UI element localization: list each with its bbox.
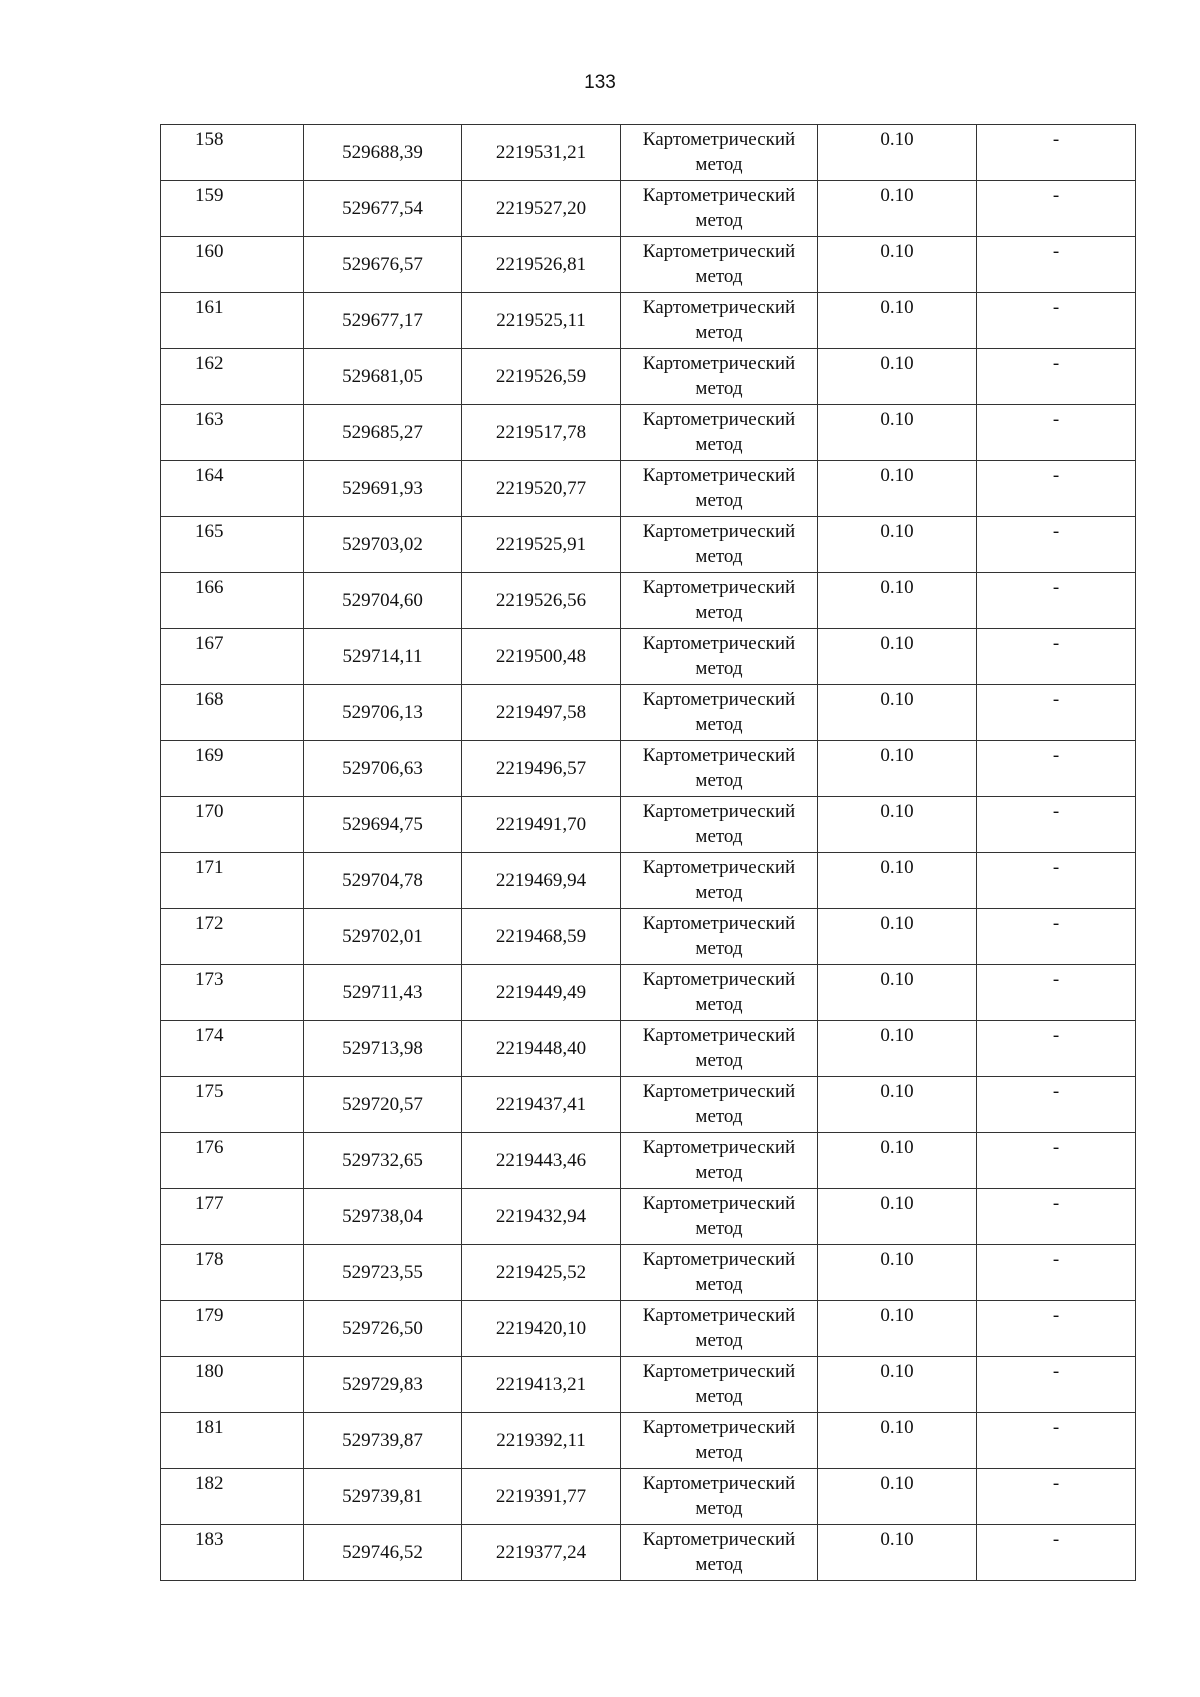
accuracy-cell: 0.10 bbox=[818, 1133, 977, 1189]
y-coordinate-cell: 2219497,58 bbox=[462, 685, 621, 741]
point-number-cell: 164 bbox=[161, 461, 304, 517]
note-cell: - bbox=[977, 405, 1136, 461]
table-row bbox=[161, 1469, 1136, 1525]
x-coordinate-cell: 529723,55 bbox=[304, 1245, 462, 1301]
method-cell bbox=[621, 1301, 818, 1357]
accuracy-cell: 0.10 bbox=[818, 1469, 977, 1525]
y-coordinate-cell: 2219443,46 bbox=[462, 1133, 621, 1189]
x-coordinate-cell: 529704,78 bbox=[304, 853, 462, 909]
x-coordinate-cell: 529729,83 bbox=[304, 1357, 462, 1413]
y-coordinate-cell: 2219525,11 bbox=[462, 293, 621, 349]
method-label-line1: Картометрический bbox=[642, 353, 796, 374]
accuracy-cell: 0.10 bbox=[818, 965, 977, 1021]
x-coordinate-cell: 529711,43 bbox=[304, 965, 462, 1021]
method-label-line2: метод bbox=[695, 994, 743, 1015]
note-cell: - bbox=[977, 909, 1136, 965]
x-coordinate-cell: 529702,01 bbox=[304, 909, 462, 965]
method-label-line1: Картометрический bbox=[642, 409, 796, 430]
note-cell: - bbox=[977, 1245, 1136, 1301]
y-coordinate-cell: 2219517,78 bbox=[462, 405, 621, 461]
note-cell: - bbox=[977, 293, 1136, 349]
point-number-cell: 183 bbox=[161, 1525, 304, 1581]
accuracy-cell: 0.10 bbox=[818, 293, 977, 349]
accuracy-cell: 0.10 bbox=[818, 1525, 977, 1581]
method-cell bbox=[621, 909, 818, 965]
x-coordinate-cell: 529738,04 bbox=[304, 1189, 462, 1245]
x-coordinate-cell: 529685,27 bbox=[304, 405, 462, 461]
method-label-line1: Картометрический bbox=[642, 1305, 796, 1326]
method-label-line1: Картометрический bbox=[642, 521, 796, 542]
y-coordinate-cell: 2219526,81 bbox=[462, 237, 621, 293]
note-cell: - bbox=[977, 1469, 1136, 1525]
point-number-cell: 172 bbox=[161, 909, 304, 965]
accuracy-cell: 0.10 bbox=[818, 1357, 977, 1413]
note-cell: - bbox=[977, 797, 1136, 853]
table-row bbox=[161, 685, 1136, 741]
method-label-line1: Картометрический bbox=[642, 1249, 796, 1270]
y-coordinate-cell: 2219432,94 bbox=[462, 1189, 621, 1245]
table-row bbox=[161, 1525, 1136, 1581]
method-label-line2: метод bbox=[695, 1554, 743, 1575]
method-cell bbox=[621, 293, 818, 349]
y-coordinate-cell: 2219437,41 bbox=[462, 1077, 621, 1133]
note-cell: - bbox=[977, 573, 1136, 629]
accuracy-cell: 0.10 bbox=[818, 797, 977, 853]
accuracy-cell: 0.10 bbox=[818, 1021, 977, 1077]
method-cell bbox=[621, 237, 818, 293]
y-coordinate-cell: 2219531,21 bbox=[462, 125, 621, 181]
accuracy-cell: 0.10 bbox=[818, 685, 977, 741]
x-coordinate-cell: 529706,63 bbox=[304, 741, 462, 797]
method-label-line1: Картометрический bbox=[642, 241, 796, 262]
method-label-line2: метод bbox=[695, 1050, 743, 1071]
accuracy-cell: 0.10 bbox=[818, 573, 977, 629]
method-label-line1: Картометрический bbox=[642, 689, 796, 710]
x-coordinate-cell: 529713,98 bbox=[304, 1021, 462, 1077]
method-label-line1: Картометрический bbox=[642, 1417, 796, 1438]
method-cell bbox=[621, 1357, 818, 1413]
y-coordinate-cell: 2219500,48 bbox=[462, 629, 621, 685]
table-row bbox=[161, 293, 1136, 349]
point-number-cell: 180 bbox=[161, 1357, 304, 1413]
method-cell bbox=[621, 1245, 818, 1301]
note-cell: - bbox=[977, 349, 1136, 405]
accuracy-cell: 0.10 bbox=[818, 517, 977, 573]
method-cell bbox=[621, 1189, 818, 1245]
accuracy-cell: 0.10 bbox=[818, 1189, 977, 1245]
x-coordinate-cell: 529694,75 bbox=[304, 797, 462, 853]
method-cell bbox=[621, 1413, 818, 1469]
x-coordinate-cell: 529681,05 bbox=[304, 349, 462, 405]
method-label-line2: метод bbox=[695, 1274, 743, 1295]
note-cell: - bbox=[977, 1413, 1136, 1469]
table-row bbox=[161, 349, 1136, 405]
method-label-line2: метод bbox=[695, 882, 743, 903]
method-cell bbox=[621, 125, 818, 181]
table-row bbox=[161, 1357, 1136, 1413]
table-row bbox=[161, 1413, 1136, 1469]
point-number-cell: 177 bbox=[161, 1189, 304, 1245]
method-label-line1: Картометрический bbox=[642, 633, 796, 654]
method-label-line1: Картометрический bbox=[642, 1361, 796, 1382]
x-coordinate-cell: 529706,13 bbox=[304, 685, 462, 741]
note-cell: - bbox=[977, 517, 1136, 573]
point-number-cell: 165 bbox=[161, 517, 304, 573]
accuracy-cell: 0.10 bbox=[818, 1245, 977, 1301]
point-number-cell: 158 bbox=[161, 125, 304, 181]
point-number-cell: 178 bbox=[161, 1245, 304, 1301]
method-label-line2: метод bbox=[695, 490, 743, 511]
accuracy-cell: 0.10 bbox=[818, 349, 977, 405]
note-cell: - bbox=[977, 853, 1136, 909]
accuracy-cell: 0.10 bbox=[818, 1413, 977, 1469]
method-cell bbox=[621, 1021, 818, 1077]
y-coordinate-cell: 2219527,20 bbox=[462, 181, 621, 237]
point-number-cell: 170 bbox=[161, 797, 304, 853]
method-cell bbox=[621, 181, 818, 237]
x-coordinate-cell: 529688,39 bbox=[304, 125, 462, 181]
accuracy-cell: 0.10 bbox=[818, 237, 977, 293]
x-coordinate-cell: 529677,54 bbox=[304, 181, 462, 237]
x-coordinate-cell: 529677,17 bbox=[304, 293, 462, 349]
point-number-cell: 175 bbox=[161, 1077, 304, 1133]
method-cell bbox=[621, 797, 818, 853]
x-coordinate-cell: 529676,57 bbox=[304, 237, 462, 293]
method-label-line2: метод bbox=[695, 546, 743, 567]
y-coordinate-cell: 2219392,11 bbox=[462, 1413, 621, 1469]
method-label-line2: метод bbox=[695, 378, 743, 399]
accuracy-cell: 0.10 bbox=[818, 909, 977, 965]
point-number-cell: 166 bbox=[161, 573, 304, 629]
point-number-cell: 171 bbox=[161, 853, 304, 909]
method-label-line2: метод bbox=[695, 602, 743, 623]
page-number: 133 bbox=[584, 72, 616, 93]
table-row bbox=[161, 1133, 1136, 1189]
method-label-line1: Картометрический bbox=[642, 185, 796, 206]
note-cell: - bbox=[977, 1189, 1136, 1245]
table-row bbox=[161, 1189, 1136, 1245]
accuracy-cell: 0.10 bbox=[818, 461, 977, 517]
x-coordinate-cell: 529739,81 bbox=[304, 1469, 462, 1525]
note-cell: - bbox=[977, 1077, 1136, 1133]
y-coordinate-cell: 2219448,40 bbox=[462, 1021, 621, 1077]
table-row bbox=[161, 573, 1136, 629]
method-cell bbox=[621, 853, 818, 909]
table-row bbox=[161, 1301, 1136, 1357]
table-row bbox=[161, 741, 1136, 797]
note-cell: - bbox=[977, 1525, 1136, 1581]
method-label-line2: метод bbox=[695, 770, 743, 791]
method-label-line2: метод bbox=[695, 714, 743, 735]
x-coordinate-cell: 529720,57 bbox=[304, 1077, 462, 1133]
note-cell: - bbox=[977, 1021, 1136, 1077]
x-coordinate-cell: 529739,87 bbox=[304, 1413, 462, 1469]
method-cell bbox=[621, 573, 818, 629]
method-label-line2: метод bbox=[695, 322, 743, 343]
method-label-line1: Картометрический bbox=[642, 745, 796, 766]
method-cell bbox=[621, 741, 818, 797]
note-cell: - bbox=[977, 461, 1136, 517]
x-coordinate-cell: 529732,65 bbox=[304, 1133, 462, 1189]
method-label-line2: метод bbox=[695, 154, 743, 175]
method-label-line1: Картометрический bbox=[642, 1081, 796, 1102]
table-row bbox=[161, 629, 1136, 685]
method-label-line2: метод bbox=[695, 1106, 743, 1127]
table-row bbox=[161, 797, 1136, 853]
method-label-line1: Картометрический bbox=[642, 1193, 796, 1214]
y-coordinate-cell: 2219491,70 bbox=[462, 797, 621, 853]
method-label-line2: метод bbox=[695, 1218, 743, 1239]
method-label-line2: метод bbox=[695, 826, 743, 847]
point-number-cell: 174 bbox=[161, 1021, 304, 1077]
y-coordinate-cell: 2219525,91 bbox=[462, 517, 621, 573]
table-row bbox=[161, 125, 1136, 181]
x-coordinate-cell: 529703,02 bbox=[304, 517, 462, 573]
method-label-line1: Картометрический bbox=[642, 1473, 796, 1494]
table-row bbox=[161, 181, 1136, 237]
method-cell bbox=[621, 1525, 818, 1581]
point-number-cell: 159 bbox=[161, 181, 304, 237]
accuracy-cell: 0.10 bbox=[818, 853, 977, 909]
note-cell: - bbox=[977, 685, 1136, 741]
method-cell bbox=[621, 349, 818, 405]
method-label-line1: Картометрический bbox=[642, 465, 796, 486]
note-cell: - bbox=[977, 1133, 1136, 1189]
method-label-line1: Картометрический bbox=[642, 297, 796, 318]
method-cell bbox=[621, 405, 818, 461]
table-row bbox=[161, 909, 1136, 965]
point-number-cell: 161 bbox=[161, 293, 304, 349]
note-cell: - bbox=[977, 629, 1136, 685]
method-label-line1: Картометрический bbox=[642, 1529, 796, 1550]
y-coordinate-cell: 2219391,77 bbox=[462, 1469, 621, 1525]
note-cell: - bbox=[977, 1357, 1136, 1413]
accuracy-cell: 0.10 bbox=[818, 741, 977, 797]
method-label-line2: метод bbox=[695, 1330, 743, 1351]
method-cell bbox=[621, 629, 818, 685]
y-coordinate-cell: 2219413,21 bbox=[462, 1357, 621, 1413]
method-label-line2: метод bbox=[695, 434, 743, 455]
method-label-line1: Картометрический bbox=[642, 913, 796, 934]
note-cell: - bbox=[977, 741, 1136, 797]
note-cell: - bbox=[977, 965, 1136, 1021]
point-number-cell: 176 bbox=[161, 1133, 304, 1189]
note-cell: - bbox=[977, 181, 1136, 237]
method-cell bbox=[621, 1077, 818, 1133]
y-coordinate-cell: 2219520,77 bbox=[462, 461, 621, 517]
method-label-line2: метод bbox=[695, 1386, 743, 1407]
method-label-line1: Картометрический bbox=[642, 1025, 796, 1046]
method-label-line1: Картометрический bbox=[642, 969, 796, 990]
y-coordinate-cell: 2219526,56 bbox=[462, 573, 621, 629]
x-coordinate-cell: 529746,52 bbox=[304, 1525, 462, 1581]
note-cell: - bbox=[977, 1301, 1136, 1357]
table-row bbox=[161, 1021, 1136, 1077]
method-cell bbox=[621, 461, 818, 517]
point-number-cell: 167 bbox=[161, 629, 304, 685]
method-label-line2: метод bbox=[695, 658, 743, 679]
y-coordinate-cell: 2219425,52 bbox=[462, 1245, 621, 1301]
table-row bbox=[161, 461, 1136, 517]
y-coordinate-cell: 2219496,57 bbox=[462, 741, 621, 797]
coordinates-table bbox=[160, 124, 1136, 1581]
coordinates-table-body bbox=[161, 125, 1136, 1581]
point-number-cell: 181 bbox=[161, 1413, 304, 1469]
note-cell: - bbox=[977, 237, 1136, 293]
accuracy-cell: 0.10 bbox=[818, 125, 977, 181]
y-coordinate-cell: 2219469,94 bbox=[462, 853, 621, 909]
method-cell bbox=[621, 965, 818, 1021]
method-cell bbox=[621, 1469, 818, 1525]
method-label-line1: Картометрический bbox=[642, 1137, 796, 1158]
point-number-cell: 163 bbox=[161, 405, 304, 461]
point-number-cell: 179 bbox=[161, 1301, 304, 1357]
y-coordinate-cell: 2219377,24 bbox=[462, 1525, 621, 1581]
method-label-line2: метод bbox=[695, 266, 743, 287]
y-coordinate-cell: 2219449,49 bbox=[462, 965, 621, 1021]
y-coordinate-cell: 2219468,59 bbox=[462, 909, 621, 965]
y-coordinate-cell: 2219420,10 bbox=[462, 1301, 621, 1357]
x-coordinate-cell: 529704,60 bbox=[304, 573, 462, 629]
method-label-line2: метод bbox=[695, 1442, 743, 1463]
accuracy-cell: 0.10 bbox=[818, 1301, 977, 1357]
method-label-line2: метод bbox=[695, 1498, 743, 1519]
method-cell bbox=[621, 1133, 818, 1189]
accuracy-cell: 0.10 bbox=[818, 181, 977, 237]
x-coordinate-cell: 529726,50 bbox=[304, 1301, 462, 1357]
point-number-cell: 173 bbox=[161, 965, 304, 1021]
point-number-cell: 162 bbox=[161, 349, 304, 405]
table-row bbox=[161, 405, 1136, 461]
method-label-line2: метод bbox=[695, 1162, 743, 1183]
point-number-cell: 182 bbox=[161, 1469, 304, 1525]
accuracy-cell: 0.10 bbox=[818, 629, 977, 685]
point-number-cell: 168 bbox=[161, 685, 304, 741]
method-label-line1: Картометрический bbox=[642, 801, 796, 822]
x-coordinate-cell: 529714,11 bbox=[304, 629, 462, 685]
x-coordinate-cell: 529691,93 bbox=[304, 461, 462, 517]
table-row bbox=[161, 237, 1136, 293]
method-cell bbox=[621, 517, 818, 573]
point-number-cell: 160 bbox=[161, 237, 304, 293]
method-label-line1: Картометрический bbox=[642, 129, 796, 150]
accuracy-cell: 0.10 bbox=[818, 405, 977, 461]
table-row bbox=[161, 853, 1136, 909]
method-label-line2: метод bbox=[695, 938, 743, 959]
table-row bbox=[161, 517, 1136, 573]
table-row bbox=[161, 1077, 1136, 1133]
method-label-line1: Картометрический bbox=[642, 577, 796, 598]
y-coordinate-cell: 2219526,59 bbox=[462, 349, 621, 405]
note-cell: - bbox=[977, 125, 1136, 181]
method-label-line2: метод bbox=[695, 210, 743, 231]
point-number-cell: 169 bbox=[161, 741, 304, 797]
method-cell bbox=[621, 685, 818, 741]
accuracy-cell: 0.10 bbox=[818, 1077, 977, 1133]
table-row bbox=[161, 1245, 1136, 1301]
table-row bbox=[161, 965, 1136, 1021]
method-label-line1: Картометрический bbox=[642, 857, 796, 878]
